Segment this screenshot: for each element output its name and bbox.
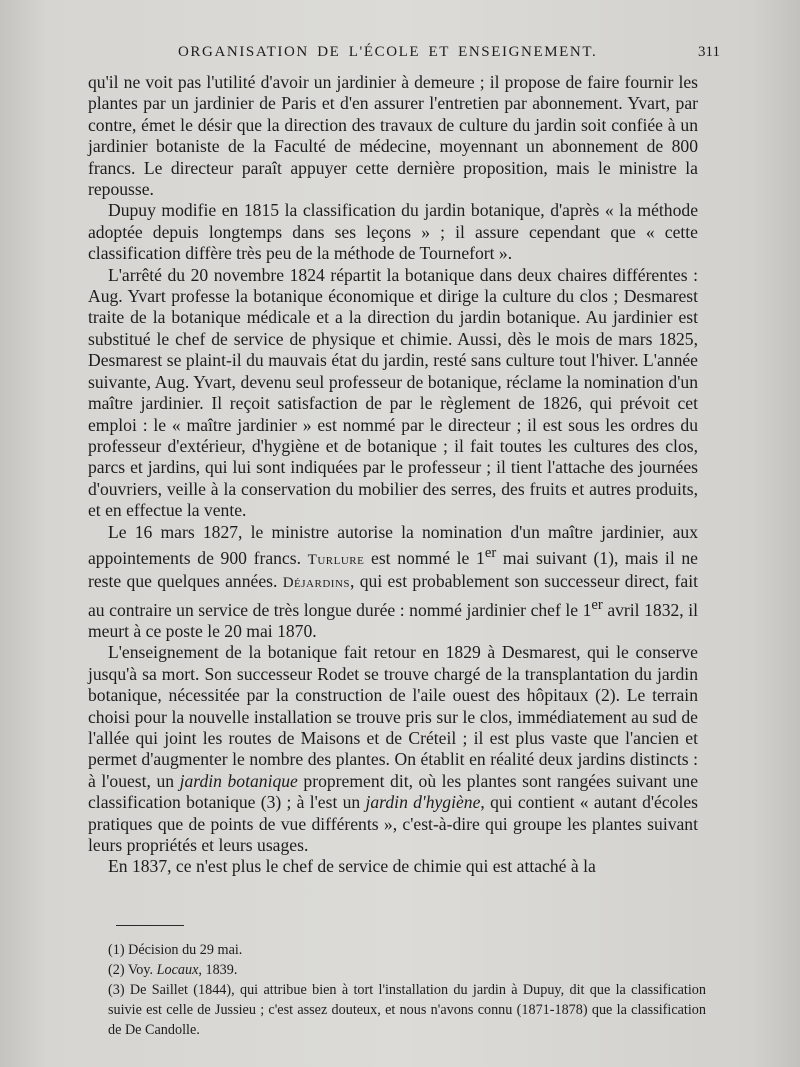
- paragraph-4-text-c: mai suivant (1), mais il ne reste que quelques années.: [88, 547, 698, 592]
- ordinal-superscript: er: [484, 544, 497, 561]
- paragraph-2: Dupuy modifie en 1815 la classification du jardin botanique, d'après « la méthode adoptée depuis longtemps dans ses leçons » ; il assure cependant que « cette classification diffère très peu de la méthode de Tournefort ».: [88, 200, 698, 264]
- person-name-turlure: Turlure: [307, 551, 365, 568]
- paragraph-4: [88, 522, 698, 643]
- footnotes: [108, 940, 706, 1040]
- footnote-separator: [116, 925, 184, 926]
- footnote-3: (3) De Saillet (1844), qui attribue bien à tort l'installation du jardin à Dupuy, dit que la classification suivie est celle de Jussieu ; c'est assez douteux, et nous n'avons connu (1871-1878) que la classification de De Candolle.: [108, 982, 706, 1038]
- body-text: [88, 72, 698, 878]
- italic-term-jardin-hygiene: jardin d'hygiène: [365, 792, 481, 813]
- ordinal-superscript: er: [591, 596, 603, 613]
- paragraph-5: [88, 642, 698, 856]
- paragraph-3: L'arrêté du 20 novembre 1824 répartit la botanique dans deux chaires différentes : Aug. Yvart professe la botanique économique et dirige la culture du clos ; Desmarest traite de la botanique médicale et a la direction du jardin botanique. Au jardinier est substitué le chef de service de physique et chimie. Aussi, dès le mois de mars 1825, Desmarest se plaint-il du mauvais état du jardin, resté sans culture tout l'hiver. L'année suivante, Aug. Yvart, devenu seul professeur de botanique, réclame la nomination d'un maître jardinier. Il reçoit satisfaction de par le règlement de 1826, qui prévoit cet emploi : le « maître jardinier » est nommé par le directeur ; il est sous les ordres du professeur d'extérieur, d'hygiène et de botanique ; il fait toutes les cultures des clos, parcs et jardins, qui lui sont indiquées par le professeur ; il tient l'attache des journées d'ouvriers, veille à la conservation du mobilier des serres, des fruits et autres produits, et en effectue la vente.: [88, 264, 698, 521]
- paragraph-4-text-a: Le 16 mars 1827, le ministre autorise la nomination d'un maître jardinier, aux appointements de 900 francs.: [88, 521, 698, 568]
- paragraph-5-text-c: , qui contient « autant d'écoles pratiques que de points de vue différents », c'est-à-dire qui groupe les plantes suivant leurs propriétés et leurs usages.: [88, 792, 699, 855]
- page-header: [100, 44, 720, 66]
- paragraph-4-text-d: , qui est probablement son successeur direct, fait au contraire un service de très longue durée : nommé jardinier chef le 1: [88, 571, 698, 620]
- page-number: 311: [698, 44, 720, 60]
- footnote-1: (1) Décision du 29 mai.: [108, 942, 243, 958]
- footnote-2: [108, 960, 706, 980]
- footnote-2-italic: Locaux: [156, 962, 199, 978]
- paragraph-6: En 1837, ce n'est plus le chef de service de chimie qui est attaché à la: [108, 856, 596, 877]
- paragraph-4-text-e: avril 1832, il meurt à ce poste le 20 mai 1870.: [88, 599, 698, 641]
- person-name-dejardins: Déjardins: [282, 575, 351, 592]
- paragraph-5-text-b: proprement dit, où les plantes sont rangées suivant une classification botanique (3) ; à l'est un: [88, 770, 698, 813]
- paragraph-4-text-b: est nommé le 1: [371, 547, 485, 568]
- footnote-2-suffix: , 1839.: [198, 962, 238, 978]
- paragraph-1: qu'il ne voit pas l'utilité d'avoir un jardinier à demeure ; il propose de faire fournir les plantes par un jardinier de Paris et d'en assurer l'entretien par abonnement. Yvart, par contre, émet le désir que la direction des travaux de culture du jardin soit confiée à un jardinier botaniste de la Faculté de médecine, moyennant un abonnement de 800 francs. Le directeur paraît appuyer cette dernière proposition, mais le ministre la repousse.: [88, 72, 698, 200]
- running-head: ORGANISATION DE L'ÉCOLE ET ENSEIGNEMENT.: [178, 44, 598, 60]
- paragraph-5-text-a: L'enseignement de la botanique fait retour en 1829 à Desmarest, qui le conserve jusqu'à sa mort. Son successeur Rodet se trouve chargé de la transplantation du jardin botanique, nécessitée par la construction de l'aile ouest des hôpitaux (2). Le terrain choisi pour la nouvelle installation se trouve pris sur le clos, immédiatement au sud de l'allée qui joint les routes de Maisons et de Créteil ; il est plus vaste que l'ancien et permet d'augmenter le nombre des plantes. On établit en réalité deux jardins distincts : à l'ouest, un: [88, 642, 698, 791]
- footnote-2-prefix: (2) Voy.: [108, 962, 154, 978]
- italic-term-jardin-botanique: jardin botanique: [179, 770, 298, 791]
